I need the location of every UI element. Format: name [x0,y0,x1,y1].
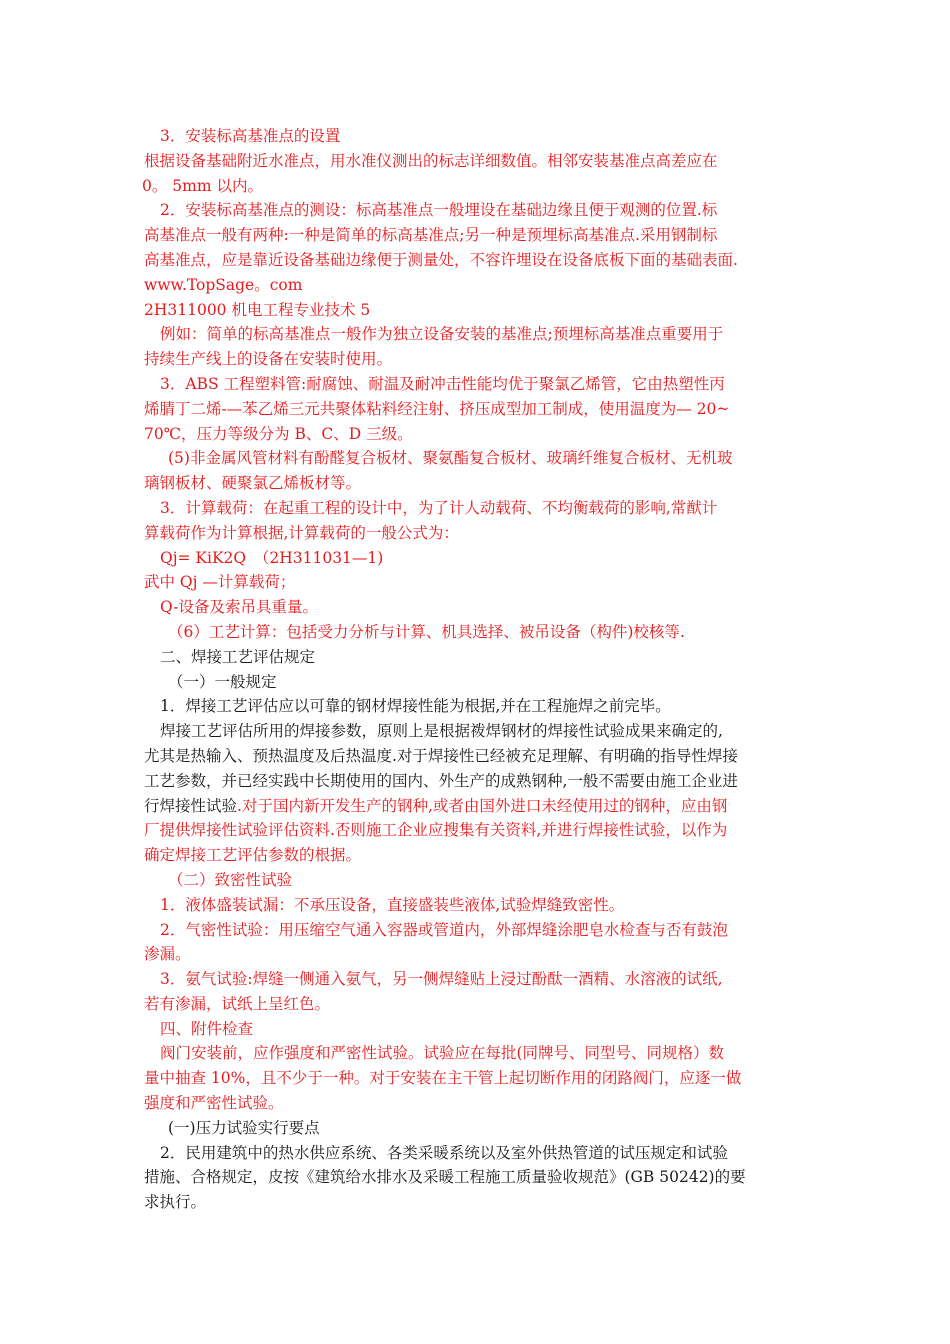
text-line: 量中抽查 10%，且不少于一种。对于安装在主干管上起切断作用的闭路阀门，应逐一做 [144,1069,742,1088]
subsection-heading: （二）致密性试验 [168,870,293,889]
text-line: （6）工艺计算：包括受力分析与计算、机具选择、被吊设备（构件)校核等. [168,622,685,641]
text-line: 例如：简单的标高基准点一般作为独立设备安装的基准点;预埋标高基准点重要用于 [160,325,724,344]
text-line: 武中 Qj —计算载荷； [144,573,296,592]
text-line: 3．计算载荷：在起重工程的设计中，为了计人动载荷、不均衡载荷的影响,常猷计 [160,498,718,517]
text-line: 工艺参数，并已经实践中长期使用的国内、外生产的成熟钢种,一般不需要由施工企业进 [144,771,738,790]
subsection-heading: （一）一般规定 [168,672,277,691]
text-line: 若有渗漏，试纸上呈红色。 [144,994,331,1013]
text-segment-red: .对于国内新开发生产的钢种,或者由国外进口未经使用过的钢种，应由钢 [237,796,728,815]
text-segment-black: 行焊接性试验 [144,796,238,815]
text-line: 求执行。 [144,1193,207,1212]
text-line: www.TopSage。com [144,275,303,294]
text-line: 持续生产线上的设备在安装时使用。 [144,350,393,369]
text-line: 阀门安装前，应作强度和严密性试验。试验应在每批(同牌号、同型号、同规格）数 [160,1044,725,1063]
text-line: 2．民用建筑中的热水供应系统、各类采暖系统以及室外供热管道的试压规定和试验 [160,1143,728,1162]
text-line: (5)非金属风管材料有酚醛复合板材、聚氨酯复合板材、玻璃纤维复合板材、无机玻 [168,449,733,468]
text-line: 3．氨气试验:焊缝一侧通入氨气，另一侧焊缝贴上浸过酚酞一酒精、水溶液的试纸, [160,970,723,989]
text-line: 确定焊接工艺评估参数的根据。 [144,846,362,865]
text-line: 0。 5mm 以内。 [142,176,263,195]
section-heading: 二、焊接工艺评估规定 [160,647,316,666]
text-line: 强度和严密性试验。 [144,1094,284,1113]
document-body [144,124,804,1215]
text-line: 高基准点，应是靠近设备基础边缘便于测量处，不容许埋设在设备底板下面的基础表面. [144,250,738,269]
text-line: 璃钢板材、硬聚氯乙烯板材等。 [144,474,362,493]
text-line: 2．气密性试验：用压缩空气通入容器或管道内，外部焊缝涂肥皂水检查与否有鼓泡 [160,920,728,939]
text-line: 渗漏。 [144,945,191,964]
text-line: 2H311000 机电工程专业技术 5 [144,300,371,319]
text-line: 3．ABS 工程塑料管:耐腐蚀、耐温及耐冲击性能均优于聚氯乙烯管，它由热塑性丙 [160,374,725,393]
text-line: 根据设备基础附近水准点，用水准仪测出的标志详细数值。相邻安装基准点高差应在 [144,151,718,170]
text-line: Q-设备及索吊具重量。 [160,598,319,617]
text-line: 70℃，压力等级分为 B、C、D 三级。 [144,424,413,443]
text-line: 措施、合格规定，皮按《建筑给水排水及采暖工程施工质量验收规范》(GB 50242)的要 [144,1168,746,1187]
formula-line: Qj= KiK2Q （2H311031—1) [160,548,384,567]
text-line: 3．安装标高基准点的设置 [160,127,341,145]
section-heading: 四、附件检查 [160,1019,254,1038]
text-line: 高基准点一般有两种:一种是简单的标高基准点;另一种是预埋标高基准点.采用钢制标 [144,226,718,245]
text-line: 焊接工艺评估所用的焊接参数，原则上是根据袯焊钢材的焊接性试验成果来确定的, [160,722,723,741]
text-line: 尤其是热输入、预热温度及后热温度.对于焊接性已经被充足理解、有明确的指导性焊接 [144,746,738,765]
text-line: 2．安装标高基准点的测设：标高基准点一般埋设在基础边缘且便于观测的位置.标 [160,201,718,220]
text-line: 算载荷作为计算根据,计算载荷的一般公式为： [144,523,459,542]
text-line: 1．液体盛装试漏：不承压设备，直接盛装些液体,试验焊缝致密性。 [160,895,625,914]
text-line: 烯腈丁二烯-—苯乙烯三元共聚体粘料经注射、挤压成型加工制成，使用温度为— 20~ [144,399,730,418]
text-line: 1．焊接工艺评估应以可靠的钢材焊接性能为根据,并在工程施焊之前完毕。 [160,697,671,716]
subsection-heading: (一)压力试验实行要点 [168,1118,320,1137]
text-line: 厂提供焊接性试验评估资料.否则施工企业应搜集有关资料,并进行焊接性试验，以作为 [144,821,728,840]
text-line [144,794,804,819]
